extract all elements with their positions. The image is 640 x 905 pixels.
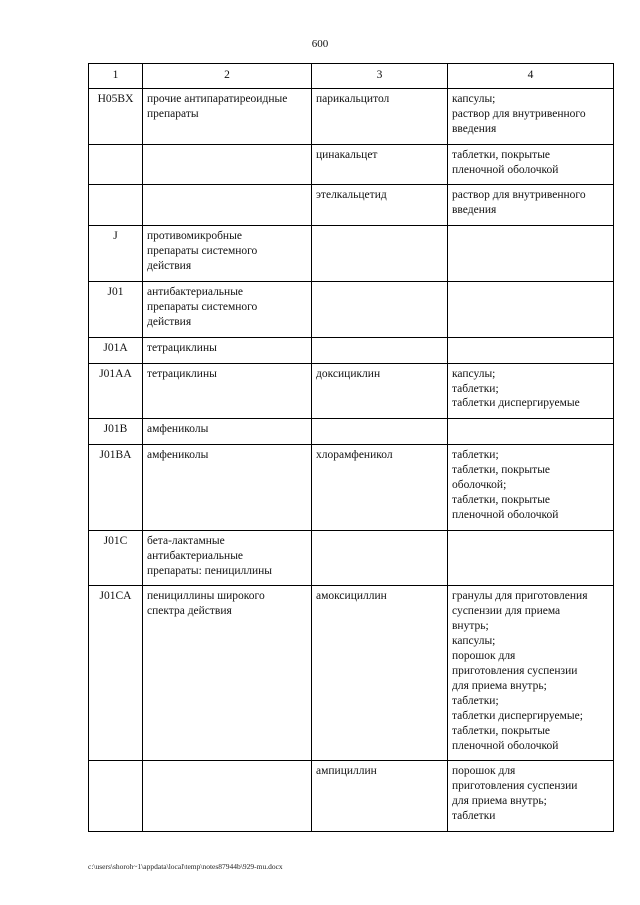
- atc-code-cell: J01: [89, 281, 143, 337]
- group-name-cell: прочие антипаратиреоидные препараты: [143, 88, 312, 144]
- group-name-cell: амфениколы: [143, 419, 312, 445]
- table-header-row: [89, 64, 614, 89]
- dosage-form-cell: капсулы; раствор для внутривенного введения: [448, 88, 614, 144]
- dosage-form-cell: [448, 337, 614, 363]
- drug-name-cell: амоксициллин: [312, 586, 448, 761]
- table-row: [89, 226, 614, 282]
- group-name-cell: бета-лактамные антибактериальные препараты: пенициллины: [143, 530, 312, 586]
- atc-code-cell: J01BA: [89, 445, 143, 531]
- dosage-form-cell: [448, 281, 614, 337]
- table-row: [89, 761, 614, 832]
- drug-name-cell: цинакальцет: [312, 144, 448, 185]
- table-row: [89, 185, 614, 226]
- table-row: [89, 337, 614, 363]
- drug-name-cell: [312, 419, 448, 445]
- dosage-form-cell: таблетки; таблетки, покрытые оболочкой; таблетки, покрытые пленочной оболочкой: [448, 445, 614, 531]
- group-name-cell: [143, 144, 312, 185]
- table-row: [89, 419, 614, 445]
- drug-name-cell: [312, 281, 448, 337]
- table-row: [89, 363, 614, 419]
- dosage-form-cell: таблетки, покрытые пленочной оболочкой: [448, 144, 614, 185]
- group-name-cell: [143, 761, 312, 832]
- table-row: [89, 586, 614, 761]
- dosage-form-cell: порошок для приготовления суспензии для приема внутрь; таблетки: [448, 761, 614, 832]
- atc-code-cell: J01C: [89, 530, 143, 586]
- group-name-cell: пенициллины широкого спектра действия: [143, 586, 312, 761]
- drug-name-cell: хлорамфеникол: [312, 445, 448, 531]
- table-row: [89, 530, 614, 586]
- atc-code-cell: [89, 144, 143, 185]
- column-header-1: 1: [89, 64, 143, 89]
- atc-code-cell: J: [89, 226, 143, 282]
- dosage-form-cell: раствор для внутривенного введения: [448, 185, 614, 226]
- column-header-3: 3: [312, 64, 448, 89]
- drug-name-cell: этелкальцетид: [312, 185, 448, 226]
- table-row: [89, 144, 614, 185]
- group-name-cell: противомикробные препараты системного действия: [143, 226, 312, 282]
- group-name-cell: тетрациклины: [143, 363, 312, 419]
- drug-name-cell: [312, 530, 448, 586]
- column-header-2: 2: [143, 64, 312, 89]
- atc-code-cell: J01AA: [89, 363, 143, 419]
- table-row: [89, 445, 614, 531]
- column-header-4: 4: [448, 64, 614, 89]
- footer-file-path: c:\users\shoroh~1\appdata\local\temp\notes87944b\929-mu.docx: [88, 862, 283, 871]
- atc-code-cell: [89, 185, 143, 226]
- page-number: 600: [311, 38, 329, 50]
- table-row: [89, 88, 614, 144]
- atc-code-cell: J01A: [89, 337, 143, 363]
- dosage-form-cell: капсулы; таблетки; таблетки диспергируемые: [448, 363, 614, 419]
- group-name-cell: тетрациклины: [143, 337, 312, 363]
- atc-code-cell: J01CA: [89, 586, 143, 761]
- drug-name-cell: парикальцитол: [312, 88, 448, 144]
- dosage-form-cell: [448, 419, 614, 445]
- drug-name-cell: ампициллин: [312, 761, 448, 832]
- dosage-form-cell: гранулы для приготовления суспензии для приема внутрь; капсулы; порошок для приготовления суспензии для приема внутрь; таблетки; таблетки диспергируемые; таблетки, покрытые пленочной оболочкой: [448, 586, 614, 761]
- atc-code-cell: J01B: [89, 419, 143, 445]
- dosage-form-cell: [448, 530, 614, 586]
- drug-name-cell: доксициклин: [312, 363, 448, 419]
- atc-code-cell: [89, 761, 143, 832]
- drug-name-cell: [312, 337, 448, 363]
- dosage-form-cell: [448, 226, 614, 282]
- atc-code-cell: H05BX: [89, 88, 143, 144]
- drug-name-cell: [312, 226, 448, 282]
- group-name-cell: [143, 185, 312, 226]
- group-name-cell: амфениколы: [143, 445, 312, 531]
- drug-table: [88, 63, 614, 832]
- group-name-cell: антибактериальные препараты системного действия: [143, 281, 312, 337]
- table-row: [89, 281, 614, 337]
- table-body: [89, 88, 614, 831]
